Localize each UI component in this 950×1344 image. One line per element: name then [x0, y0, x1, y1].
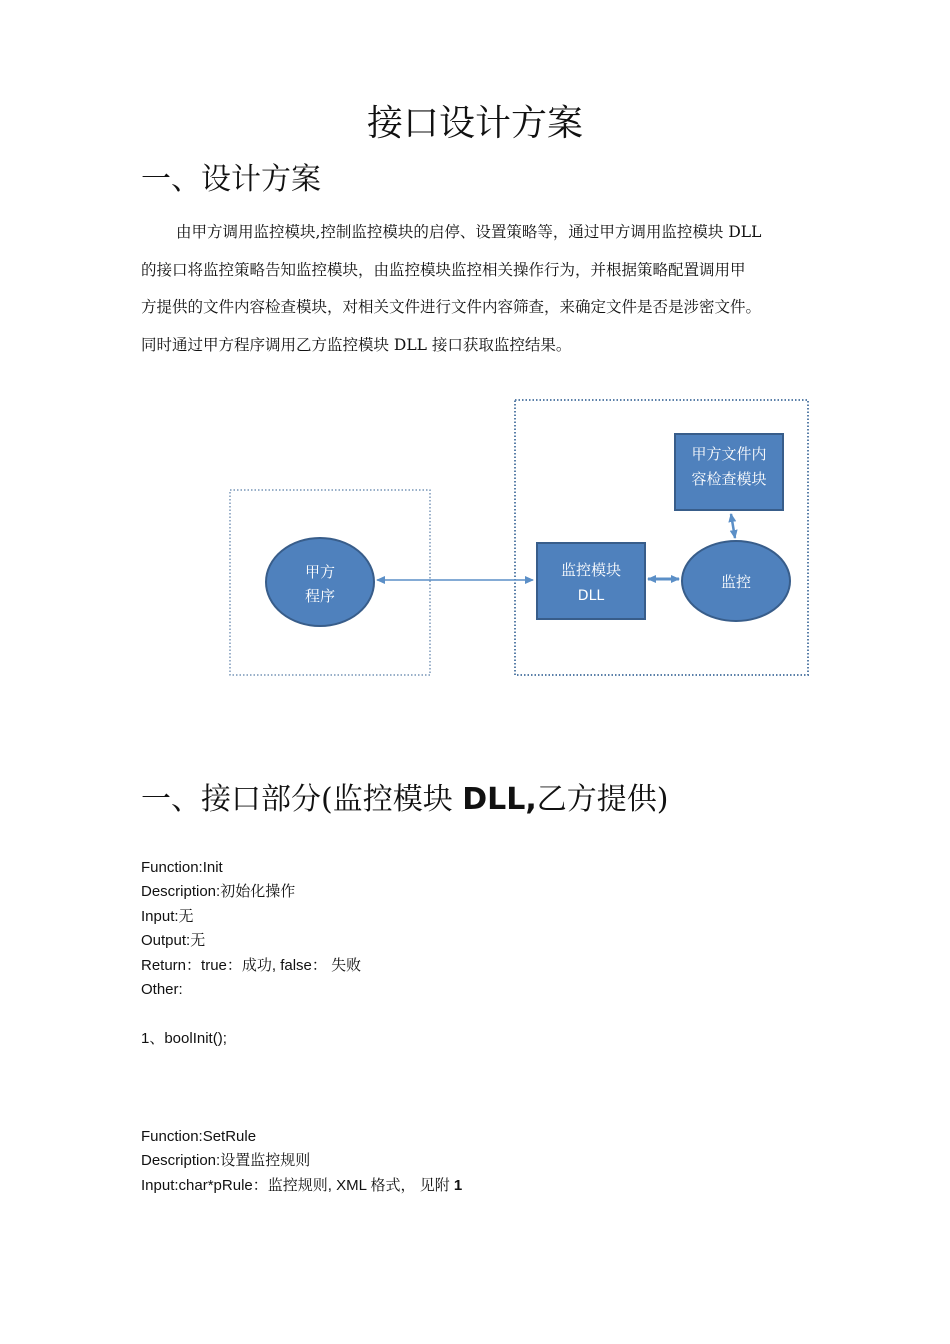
section-heading-design: 一、设计方案: [141, 162, 321, 197]
input-label: Input:: [141, 908, 179, 925]
input-value: char*pRule：监控规则, XML 格式， 见附: [178, 1177, 454, 1194]
input-label: Input:: [141, 1177, 179, 1194]
arrow-check-monitor: [731, 514, 735, 538]
paragraph-line-3: 方提供的文件内容检查模块，对相关文件进行文件内容筛查，来确定文件是否是涉密文件。: [141, 298, 762, 316]
jiafang-label-1: 甲方: [304, 563, 336, 581]
init-input-line: [141, 906, 194, 927]
setrule-description-line: [141, 1150, 310, 1171]
init-code-line: [141, 1028, 227, 1049]
function-label: Function:: [141, 859, 203, 876]
description-label: Description:: [141, 1152, 221, 1169]
return-value: true：成功, false： 失败: [201, 957, 362, 974]
setrule-input-line: [141, 1175, 462, 1196]
jiafang-program-node: [266, 538, 374, 626]
setrule-function-line: [141, 1126, 256, 1147]
return-label: Return：: [141, 957, 202, 974]
function-value: Init: [202, 859, 223, 876]
description-value: 设置监控规则: [220, 1151, 311, 1169]
init-signature: 1、boolInit();: [141, 1030, 227, 1047]
paragraph-line-4: 同时通过甲方程序调用乙方监控模块 DLL 接口获取监控结果。: [141, 335, 572, 354]
init-return-line: [141, 955, 361, 976]
heading-suffix: 乙方提供): [536, 782, 669, 817]
jiafang-label-2: 程序: [304, 587, 336, 605]
check-label-1: 甲方文件内: [691, 445, 767, 463]
dll-label-2: DLL: [577, 588, 605, 604]
heading-prefix: 一、接口部分(监控模块: [141, 782, 463, 817]
init-function-line: [141, 857, 223, 878]
description-label: Description:: [141, 883, 221, 900]
monitor-label: 监控: [720, 573, 752, 591]
input-value: 无: [178, 907, 194, 925]
dll-module-node: [537, 543, 645, 619]
init-other-line: [141, 979, 183, 1000]
init-description-line: [141, 881, 295, 902]
check-label-2: 容检查模块: [691, 470, 767, 488]
function-value: SetRule: [202, 1128, 257, 1145]
paragraph-line-1: 由甲方调用监控模块,控制监控模块的启停、设置策略等，通过甲方调用监控模块 DLL: [176, 223, 762, 241]
output-label: Output:: [141, 932, 191, 949]
paragraph-line-2: 的接口将监控策略告知监控模块，由监控模块监控相关操作行为，并根据策略配置调用甲: [141, 260, 746, 279]
appendix-ref: 1: [453, 1177, 463, 1194]
heading-bold: DLL,: [462, 782, 537, 817]
function-label: Function:: [141, 1128, 203, 1145]
dll-label-1: 监控模块: [560, 561, 622, 579]
other-label: Other:: [141, 981, 183, 998]
document-title: 接口设计方案: [366, 103, 583, 144]
output-value: 无: [190, 931, 206, 949]
section-heading-interface: [141, 780, 669, 820]
init-output-line: [141, 930, 205, 951]
description-value: 初始化操作: [220, 882, 296, 900]
